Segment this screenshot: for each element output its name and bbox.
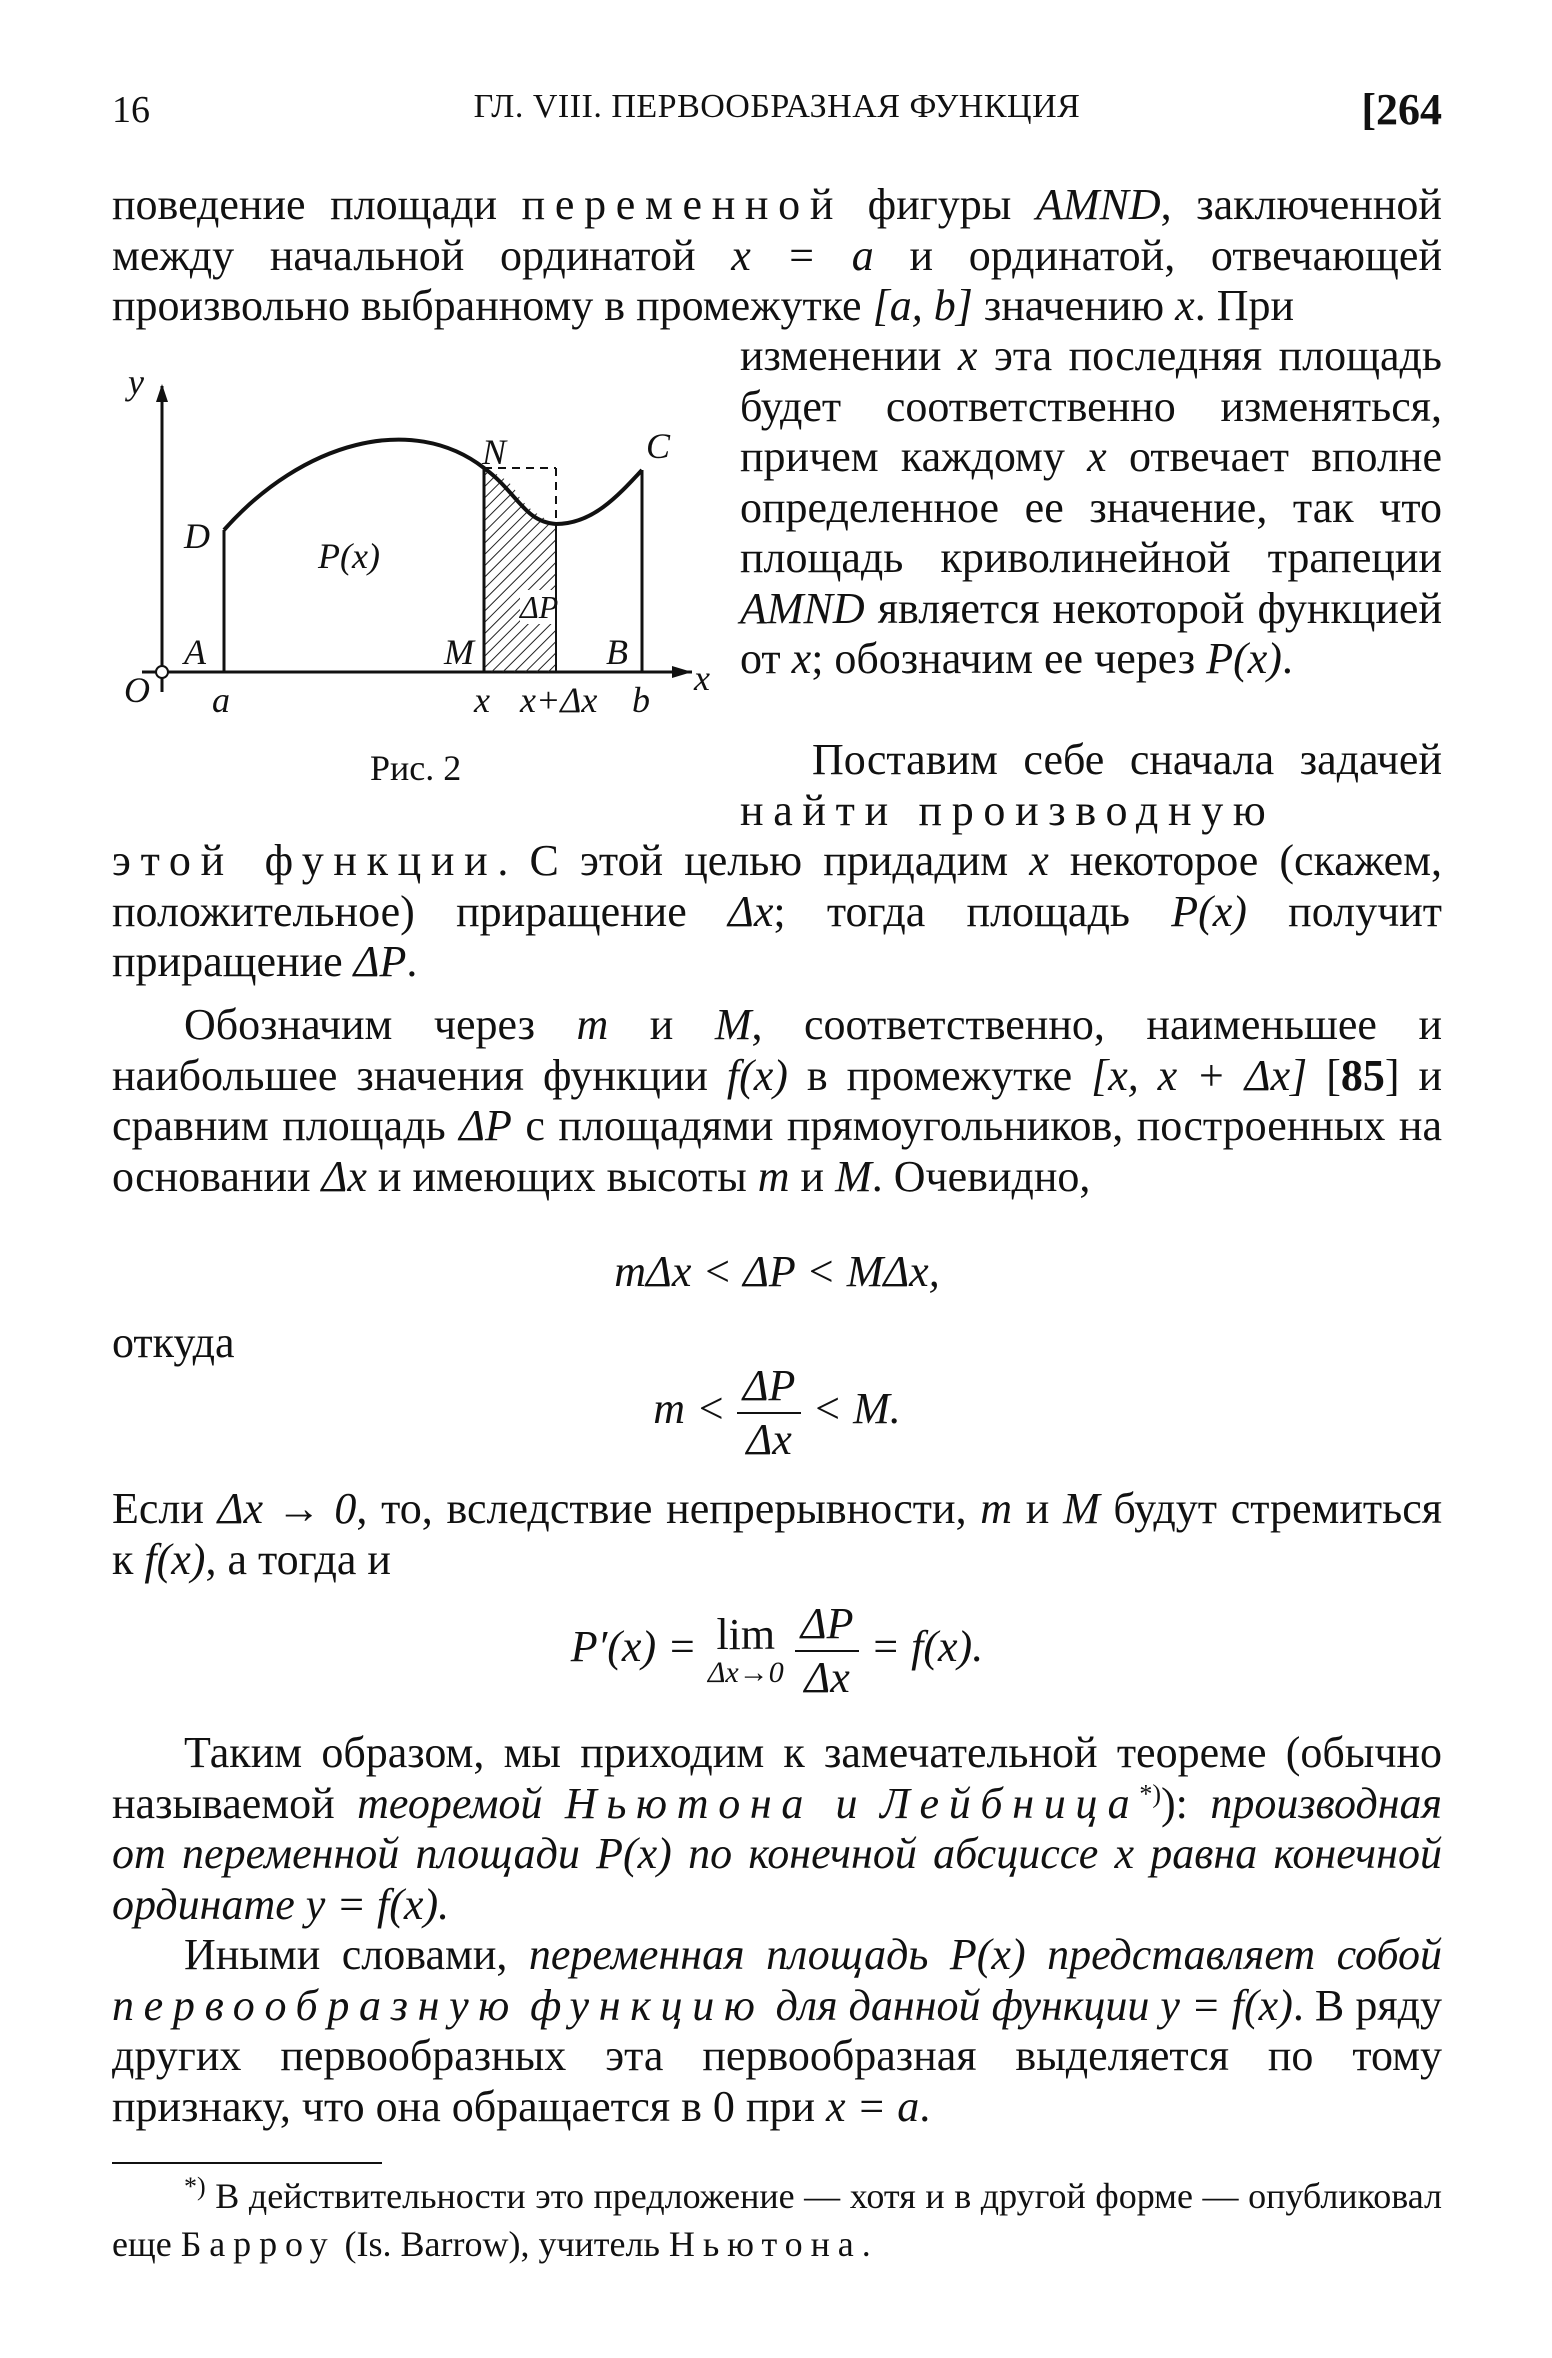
label-A: A <box>184 632 206 672</box>
section-number: [264 <box>1361 85 1442 134</box>
paragraph-theorem: Таким образом, мы приходим к замечательной теореме (обычно называемой теоремой Ньютона и Лейбница*)): производная от переменной площади P(x) по конечной абсциссе x равна конечной ординате y = f(x). <box>112 1728 1442 1929</box>
figure-2 <box>112 372 722 802</box>
paragraph-limit: Если Δx → 0, то, вследствие непрерывности, m и M будут стремиться к f(x), а тогда и <box>112 1484 1442 1584</box>
paragraph-antiderivative: Иными словами, переменная площадь P(x) представляет собой первообразную функцию для данной функции y = f(x). В ряду других первообразных эта первообразная выделяется по тому признаку, что она обращается в 0 при x = a. <box>112 1930 1442 2131</box>
label-D: D <box>184 516 210 556</box>
label-y: y <box>128 372 144 402</box>
page-number: 16 <box>112 89 150 131</box>
paragraph-intro: поведение площади переменной фигуры AMND, заключенной между начальной ординатой x = a и ординатой, отвечающей произвольно выбранному в промежутке [a, b] значению x. При <box>112 180 1442 330</box>
paragraph-intro-continued: изменении x эта последняя площадь будет соответственно изменяться, причем каждому x отвечает вполне определенное ее значение, так что площадь криволинейной трапеции AMND является некоторой функцией от x; обозначим ее через P(x). <box>740 331 1442 683</box>
label-P-x: P(x) <box>318 536 380 576</box>
area-under-curve-diagram <box>112 372 722 802</box>
formula-ratio: m < $\frac{\Delta P}{\Delta x}$ < M. <box>653 1361 901 1464</box>
paragraph-task: Поставим себе сначала задачей найти производную <box>740 735 1442 835</box>
label-N: N <box>482 432 507 472</box>
label-delta-P: ΔP <box>520 589 559 625</box>
footnote-divider <box>112 2162 382 2164</box>
running-header <box>112 85 1442 138</box>
label-M: M <box>444 632 474 672</box>
paragraph-increment: этой функции. С этой целью придадим x некоторое (скажем, положительное) приращение Δx; тогда площадь P(x) получит приращение ΔP. <box>112 836 1443 986</box>
label-b: b <box>632 680 650 720</box>
curve-y-fx <box>224 440 642 530</box>
origin-point <box>156 666 168 678</box>
formula-inequality: mΔx < ΔP < MΔx, <box>614 1247 940 1296</box>
label-C: C <box>646 426 671 466</box>
paragraph-bounds: Обозначим через m и M, соответственно, наименьшее и наибольшее значения функции f(x) в промежутке [x, x + Δx] [85] и сравним площадь ΔP с площадями прямоугольников, построенных на основании Δx и имеющих высоты m и M. Очевидно, <box>112 1000 1443 1201</box>
y-axis-arrow-icon <box>156 384 168 402</box>
word-otkuda: откуда <box>112 1318 235 1367</box>
label-B: B <box>606 632 628 672</box>
label-x-plus-dx: x+Δx <box>520 680 598 720</box>
fraction-derivative: $\frac{\Delta P}{\Delta x}$ <box>795 1598 860 1704</box>
x-axis-arrow-icon <box>672 666 692 678</box>
fraction-dP-dx: $\frac{\Delta P}{\Delta x}$ <box>737 1360 802 1466</box>
label-x-axis: x <box>694 658 710 698</box>
formula-derivative: P′(x) = lim Δx→0 $\frac{\Delta P}{\Delta x}$ = f(x). <box>570 1599 984 1702</box>
limit-operator: lim Δx→0 <box>707 1610 784 1689</box>
label-O: O <box>124 670 150 710</box>
delta-area-hatch <box>484 468 559 672</box>
chapter-title: ГЛ. VIII. ПЕРВООБРАЗНАЯ ФУНКЦИЯ <box>473 88 1081 125</box>
label-a: a <box>212 680 230 720</box>
figure-caption: Рис. 2 <box>370 748 462 788</box>
label-x: x <box>474 680 490 720</box>
footnote: *) В действительности это предложение — хотя и в другой форме — опубликовал еще Барроу (Is. Barrow), учитель Ньютона. <box>112 2172 1442 2264</box>
